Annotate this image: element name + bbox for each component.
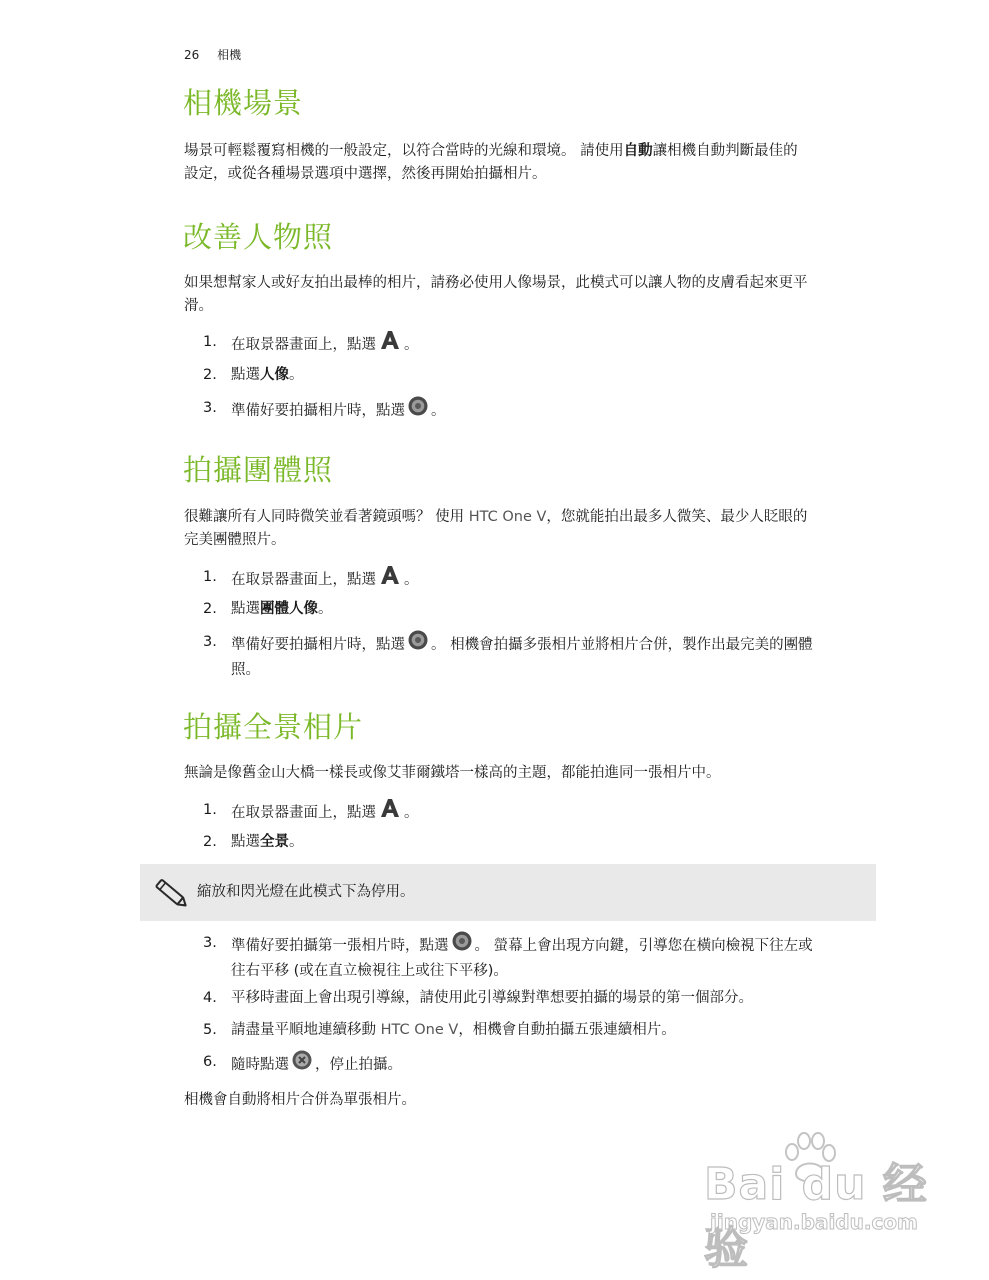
section-title-group-photo: 拍攝團體照 (183, 453, 334, 487)
note-box (140, 864, 876, 921)
watermark-url: jingyan.baidu.com (710, 1210, 918, 1234)
shutter-icon (408, 630, 428, 658)
shutter-icon (408, 396, 428, 424)
pencil-icon (150, 874, 190, 916)
scene-auto-icon (379, 330, 401, 358)
section-title-portrait: 改善人物照 (183, 220, 334, 254)
chapter-title: 相機 (217, 48, 242, 62)
section-title-panorama: 拍攝全景相片 (183, 710, 364, 744)
section-paragraph: 如果想幫家人或好友拍出最棒的相片，請務必使用人像場景，此模式可以讓人物的皮膚看起來更平 滑。 (184, 275, 808, 314)
watermark (700, 1130, 940, 1274)
section-title-camera-scenes: 相機場景 (183, 86, 304, 120)
running-header (184, 46, 241, 63)
scene-auto-icon (379, 565, 401, 593)
shutter-icon (452, 931, 472, 959)
closing-paragraph: 相機會自動將相片合併為單張相片。 (184, 1092, 416, 1108)
stop-icon (292, 1050, 312, 1078)
section-paragraph: 場景可輕鬆覆寫相機的一般設定，以符合當時的光線和環境。 請使用自動讓相機自動判斷最佳的 設定，或從各種場景選項中選擇，然後再開始拍攝相片。 (184, 143, 798, 182)
note-text: 縮放和閃光燈在此模式下為停用。 (197, 884, 415, 900)
section-paragraph: 無論是像舊金山大橋一樣長或像艾菲爾鐵塔一樣高的主題，都能拍進同一張相片中。 (184, 765, 721, 781)
page-number: 26 (184, 48, 200, 62)
watermark-brand: Bai du 经验 (704, 1159, 928, 1274)
document-page: 26 相機 相機場景 場景可輕鬆覆寫相機的一般設定，以符合當時的光線和環境。 請使用自動讓相機自動判斷最佳的 設定，或從各種場景選項中選擇，然後再開始拍攝相片。 改善人物照 如果想幫家人或好友拍出最棒的相片，請務必使用人像場景，此模式可以讓人物的皮膚看起來更平 滑。 1. 在取景器畫面上，點選 。 2. 點選人像。 3. 準備好要拍攝相片時，點選 。 拍攝團體照 很難讓所有人同時微笑並看著鏡頭嗎？ 使用 HTC One V，您就能拍出最多人微笑、最少人眨眼的 完美團體照片。 1. 在取景器畫面上，點選 。 2. 點選團體人像。 3. 準備好要拍攝相片時，點選 。 相機會拍攝多張相片並將相片合併，製作出最完美的團體 照。 拍攝全景相片 無論是像舊金山大橋一樣長或像艾菲爾鐵塔一樣高的主題，都能拍進同一張相片中。 1. 在取景器畫面上，點選 。 2. 點選全景。 縮放和閃光燈在此模式下為停用。 3. 準備好要拍攝第一張相片時，點選 。 螢幕上會出現方向鍵，引導您在橫向檢視下往左或 往右平移 (或在直立檢視往上或往下平移)。 4. 平移時畫面上會出現引導線，請使用此引導線對準想要拍攝的場景的第一個部分。 5. 請盡量平順地連續移動 HTC One V，相機會自動拍攝五張連續相片。 6. 隨時點選 ，停止拍攝。 相機會自動將相片合併為單張相片。 Bai du 经验 jingyan.baidu.com (0, 0, 989, 1280)
scene-auto-icon (379, 798, 401, 826)
section-paragraph: 很難讓所有人同時微笑並看著鏡頭嗎？ 使用 HTC One V，您就能拍出最多人微笑、最少人眨眼的 完美團體照片。 (184, 509, 808, 548)
auto-option-label: 自動 (623, 143, 653, 159)
